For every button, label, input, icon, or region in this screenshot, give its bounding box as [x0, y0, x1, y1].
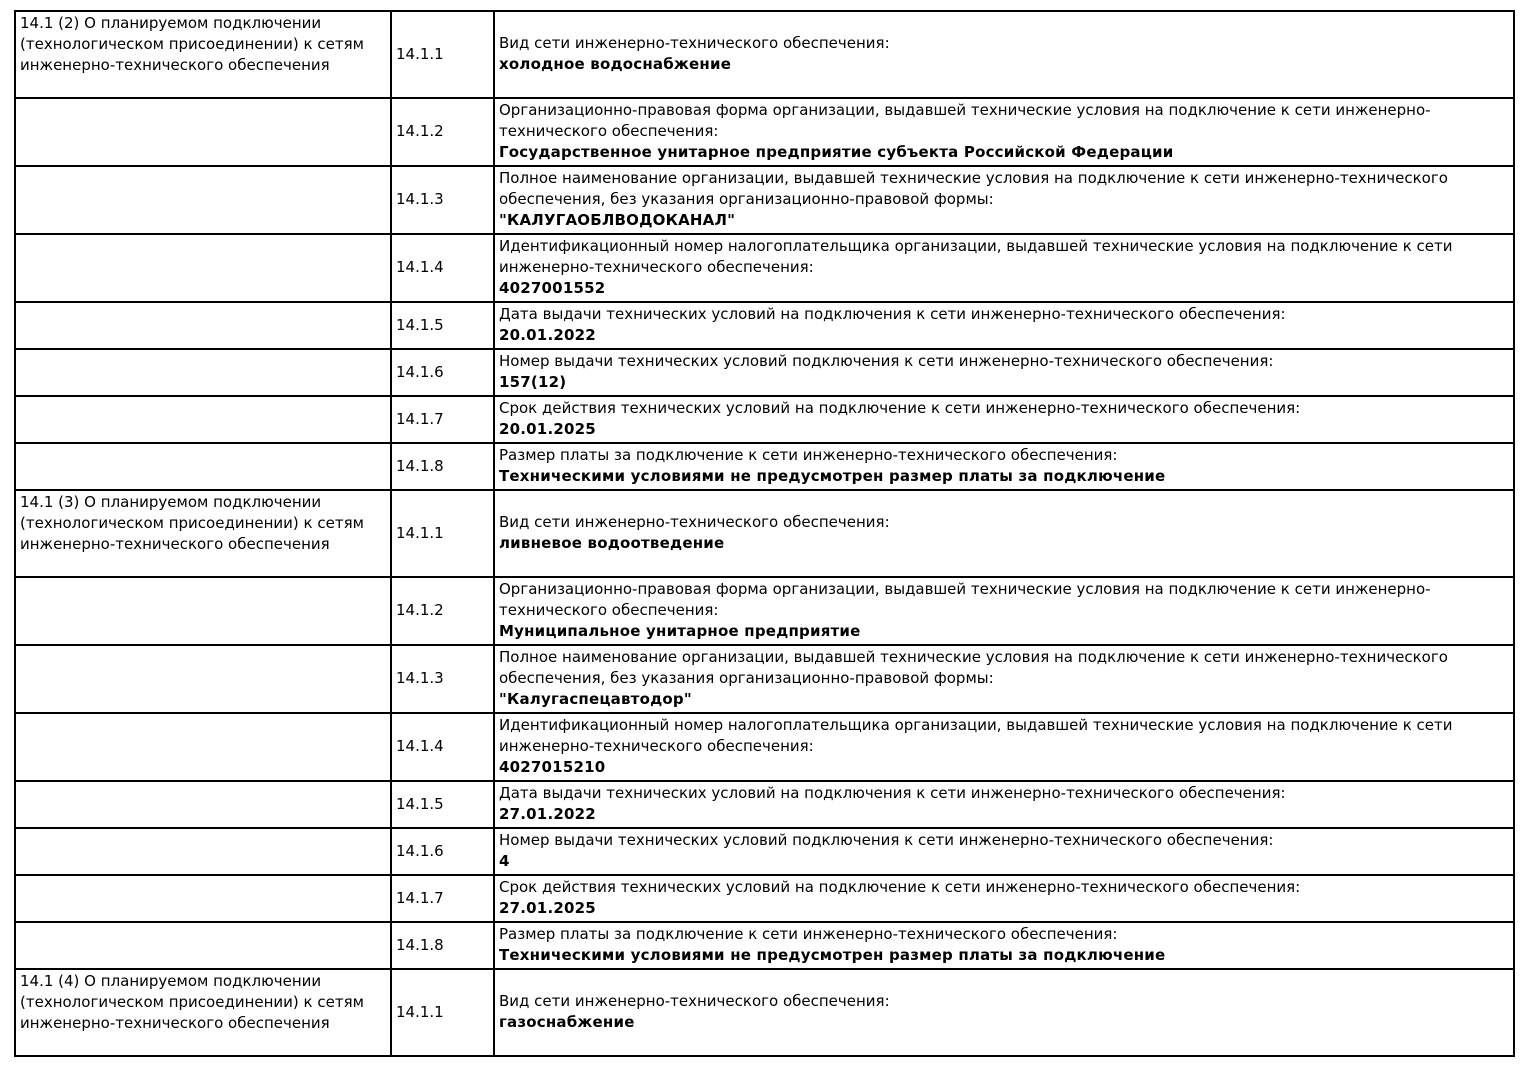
field-label: Полное наименование организации, выдавшей технические условия на подключение к сети инженерно-технического обеспечения, без указания организационно-правовой формы: [499, 648, 1448, 687]
table-row [15, 396, 1514, 443]
section-header-empty-cell [15, 875, 391, 922]
row-number-cell: 14.1.2 [391, 577, 494, 645]
table-row [15, 713, 1514, 781]
field-label: Дата выдачи технических условий на подключения к сети инженерно-технического обеспечения: [499, 305, 1286, 323]
field-value: Техническими условиями не предусмотрен размер платы за подключение [499, 467, 1166, 485]
field-value: Техническими условиями не предусмотрен размер платы за подключение [499, 946, 1166, 964]
row-content-cell [494, 166, 1514, 234]
field-value: 157(12) [499, 373, 567, 391]
field-label: Размер платы за подключение к сети инженерно-технического обеспечения: [499, 446, 1118, 464]
table-row [15, 828, 1514, 875]
row-number-cell: 14.1.1 [391, 11, 494, 98]
field-label: Дата выдачи технических условий на подключения к сети инженерно-технического обеспечения: [499, 784, 1286, 802]
table-row [15, 349, 1514, 396]
section-header-empty-cell [15, 577, 391, 645]
row-number-cell: 14.1.3 [391, 166, 494, 234]
row-content-cell [494, 11, 1514, 98]
row-content-cell [494, 828, 1514, 875]
table-row [15, 577, 1514, 645]
field-value: Муниципальное унитарное предприятие [499, 622, 861, 640]
table-row [15, 875, 1514, 922]
row-content-cell [494, 396, 1514, 443]
row-content-cell [494, 490, 1514, 577]
table-row [15, 98, 1514, 166]
field-value: Государственное унитарное предприятие субъекта Российской Федерации [499, 143, 1174, 161]
field-label: Идентификационный номер налогоплательщика организации, выдавшей технические условия на подключение к сети инженерно-технического обеспечения: [499, 716, 1453, 755]
row-content-cell [494, 713, 1514, 781]
section-header-cell: 14.1 (2) О планируемом подключении (технологическом присоединении) к сетям инженерно-технического обеспечения [15, 11, 391, 98]
field-label: Вид сети инженерно-технического обеспечения: [499, 34, 890, 52]
row-content-cell [494, 443, 1514, 490]
row-content-cell [494, 781, 1514, 828]
row-number-cell: 14.1.8 [391, 443, 494, 490]
table-row [15, 781, 1514, 828]
table-row [15, 166, 1514, 234]
field-label: Вид сети инженерно-технического обеспечения: [499, 513, 890, 531]
table-row [15, 234, 1514, 302]
row-number-cell: 14.1.5 [391, 302, 494, 349]
row-number-cell: 14.1.6 [391, 828, 494, 875]
row-number-cell: 14.1.2 [391, 98, 494, 166]
section-header-cell: 14.1 (3) О планируемом подключении (технологическом присоединении) к сетям инженерно-технического обеспечения [15, 490, 391, 577]
section-header-empty-cell [15, 443, 391, 490]
section-header-empty-cell [15, 302, 391, 349]
field-label: Срок действия технических условий на подключение к сети инженерно-технического обеспечения: [499, 399, 1301, 417]
row-content-cell [494, 98, 1514, 166]
table-row [15, 645, 1514, 713]
row-number-cell: 14.1.1 [391, 969, 494, 1056]
section-header-empty-cell [15, 922, 391, 969]
row-content-cell [494, 577, 1514, 645]
field-label: Размер платы за подключение к сети инженерно-технического обеспечения: [499, 925, 1118, 943]
section-header-empty-cell [15, 828, 391, 875]
row-content-cell [494, 969, 1514, 1056]
row-number-cell: 14.1.7 [391, 875, 494, 922]
utility-connections-table [14, 10, 1515, 1057]
row-number-cell: 14.1.6 [391, 349, 494, 396]
row-content-cell [494, 349, 1514, 396]
field-label: Срок действия технических условий на подключение к сети инженерно-технического обеспечения: [499, 878, 1301, 896]
field-value: 27.01.2022 [499, 805, 596, 823]
table-row [15, 302, 1514, 349]
table-row [15, 922, 1514, 969]
row-number-cell: 14.1.3 [391, 645, 494, 713]
field-value: 20.01.2025 [499, 420, 596, 438]
field-label: Вид сети инженерно-технического обеспечения: [499, 992, 890, 1010]
section-header-empty-cell [15, 396, 391, 443]
field-value: 20.01.2022 [499, 326, 596, 344]
row-content-cell [494, 302, 1514, 349]
table-row [15, 490, 1514, 577]
row-content-cell [494, 234, 1514, 302]
field-value: холодное водоснабжение [499, 55, 732, 73]
field-label: Полное наименование организации, выдавшей технические условия на подключение к сети инженерно-технического обеспечения, без указания организационно-правовой формы: [499, 169, 1448, 208]
field-value: ливневое водоотведение [499, 534, 725, 552]
section-header-empty-cell [15, 98, 391, 166]
row-content-cell [494, 922, 1514, 969]
section-header-empty-cell [15, 166, 391, 234]
section-header-empty-cell [15, 645, 391, 713]
table-row [15, 443, 1514, 490]
field-value: газоснабжение [499, 1013, 635, 1031]
section-header-empty-cell [15, 781, 391, 828]
row-content-cell [494, 645, 1514, 713]
field-value: 4027001552 [499, 279, 606, 297]
row-number-cell: 14.1.7 [391, 396, 494, 443]
table-row [15, 11, 1514, 98]
field-label: Номер выдачи технических условий подключения к сети инженерно-технического обеспечения: [499, 352, 1274, 370]
section-header-empty-cell [15, 713, 391, 781]
field-value: "КАЛУГАОБЛВОДОКАНАЛ" [499, 211, 736, 229]
row-number-cell: 14.1.5 [391, 781, 494, 828]
field-value: 4 [499, 852, 510, 870]
field-label: Организационно-правовая форма организации, выдавшей технические условия на подключение к сети инженерно-технического обеспечения: [499, 101, 1431, 140]
row-number-cell: 14.1.8 [391, 922, 494, 969]
field-label: Организационно-правовая форма организации, выдавшей технические условия на подключение к сети инженерно-технического обеспечения: [499, 580, 1431, 619]
field-value: 27.01.2025 [499, 899, 596, 917]
field-value: "Калугаспецавтодор" [499, 690, 692, 708]
field-label: Идентификационный номер налогоплательщика организации, выдавшей технические условия на подключение к сети инженерно-технического обеспечения: [499, 237, 1453, 276]
row-number-cell: 14.1.1 [391, 490, 494, 577]
field-label: Номер выдачи технических условий подключения к сети инженерно-технического обеспечения: [499, 831, 1274, 849]
section-header-empty-cell [15, 234, 391, 302]
field-value: 4027015210 [499, 758, 606, 776]
row-number-cell: 14.1.4 [391, 234, 494, 302]
row-content-cell [494, 875, 1514, 922]
section-header-cell: 14.1 (4) О планируемом подключении (технологическом присоединении) к сетям инженерно-технического обеспечения [15, 969, 391, 1056]
table-row [15, 969, 1514, 1056]
row-number-cell: 14.1.4 [391, 713, 494, 781]
section-header-empty-cell [15, 349, 391, 396]
